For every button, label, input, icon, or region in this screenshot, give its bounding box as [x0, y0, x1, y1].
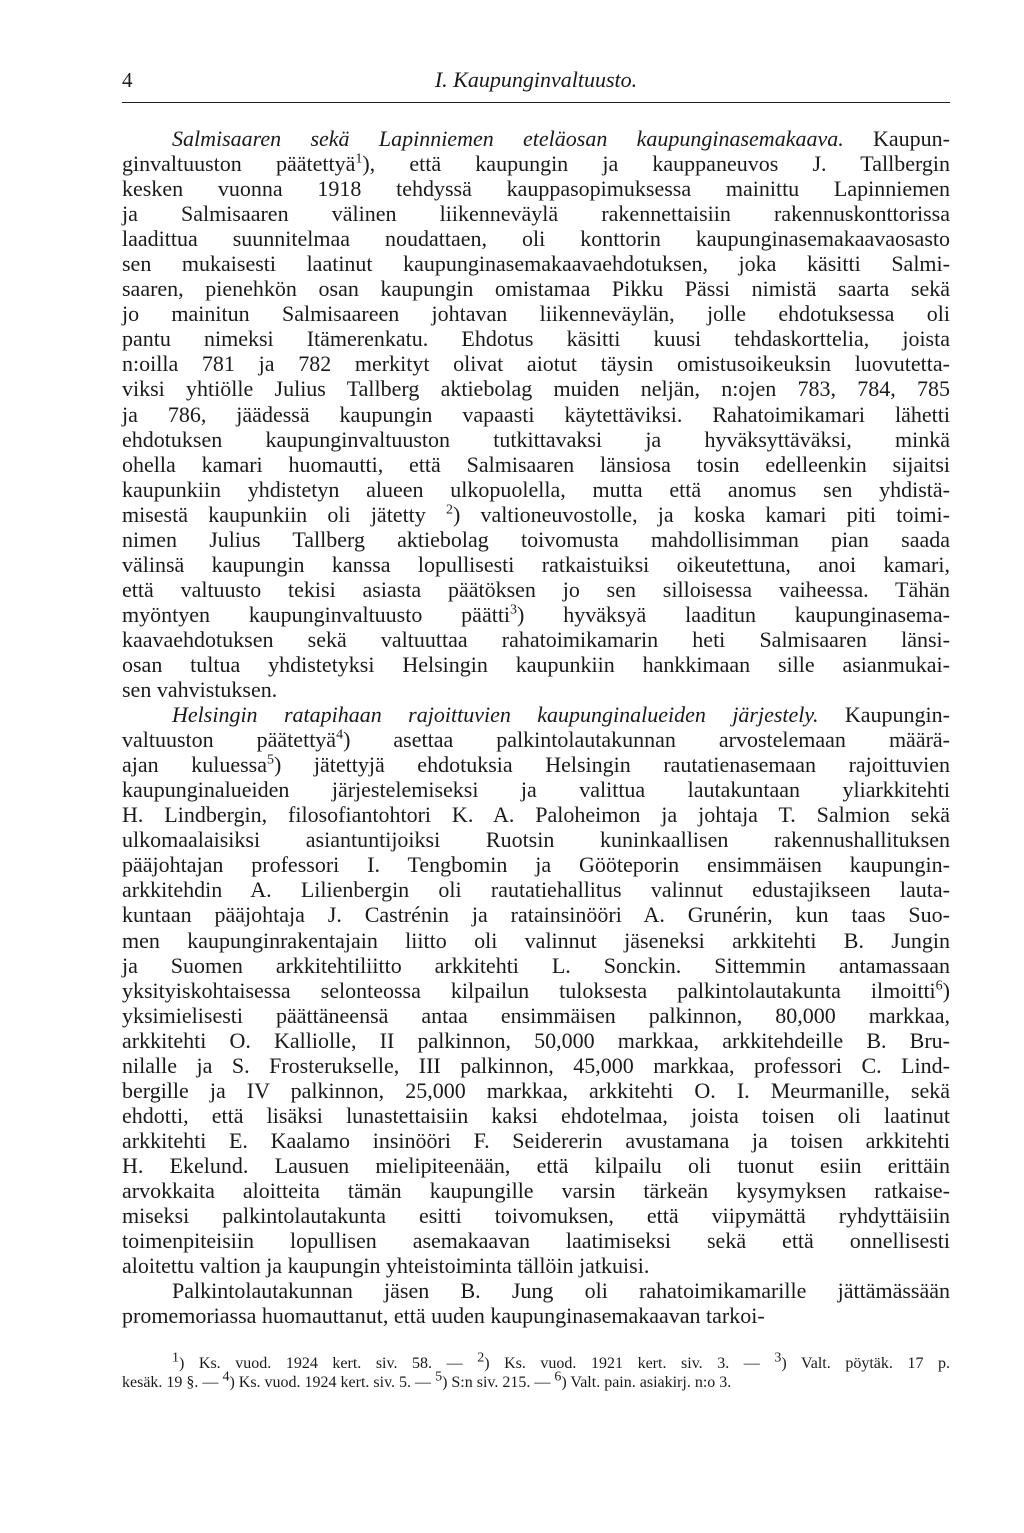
- text-line: [122, 602, 950, 627]
- text-line: [122, 251, 950, 276]
- text-run: ja Salmisaaren välinen liikenneväylä rakennettaisiin rakennuskonttorissa: [122, 201, 950, 227]
- text-run: ulkomaalaisiksi asiantuntijoiksi Ruotsin kuninkaallisen rakennushallituksen: [122, 827, 950, 853]
- text-run: saaren, pienehkön osan kaupungin omistamaa Pikku Pässi nimistä saarta sekä: [122, 276, 950, 302]
- footnote-marker: 4: [336, 727, 344, 743]
- text-run: myöntyen kaupunginvaltuusto päätti: [122, 601, 511, 627]
- text-line: [122, 552, 950, 577]
- text-run: arkkitehdin A. Lilienbergin oli rautatiehallitus valinnut edustajikseen lauta-: [122, 877, 950, 903]
- text-run: arkkitehti O. Kalliolle, II palkinnon, 50,000 markkaa, arkkitehdeille B. Bru-: [122, 1027, 950, 1053]
- text-run: ehdotti, että lisäksi lunastettaisiin kaksi ehdotelmaa, joista toisen oli laatinut: [122, 1102, 950, 1128]
- text-run: H. Lindbergin, filosofiantohtori K. A. Paloheimon ja johtaja T. Salmion sekä: [122, 802, 950, 828]
- text-run: miseksi palkintolautakunta esitti toivomuksen, että viipymättä ryhdyttäisiin: [122, 1203, 950, 1229]
- main-text: [122, 126, 950, 1328]
- text-line: [122, 1053, 950, 1078]
- text-line: [122, 877, 950, 902]
- text-line: [122, 226, 950, 251]
- section-heading-text: Salmisaaren sekä Lapinniemen eteläosan kaupunginasemakaava.: [172, 126, 844, 151]
- text-line: [122, 477, 950, 502]
- footnotes: [122, 1350, 951, 1392]
- text-line: [122, 151, 950, 176]
- footnote-marker: 6: [935, 978, 943, 994]
- text-line: [122, 652, 950, 677]
- text-line: [122, 727, 950, 752]
- text-line: [122, 1103, 950, 1128]
- footnote-marker: 1: [172, 1350, 179, 1366]
- text-run: pantu nimeksi Itämerenkatu. Ehdotus käsitti kuusi tehdaskorttelia, joista: [122, 326, 950, 352]
- text-line: [122, 752, 950, 777]
- text-run: ja Suomen arkkitehtiliitto arkkitehti L. Sonckin. Sittemmin antamassaan: [122, 952, 950, 978]
- text-line: [122, 902, 950, 927]
- text-run: arkkitehti E. Kaalamo insinööri F. Seidererin avustamana ja toisen arkkitehti: [122, 1127, 950, 1153]
- text-line: [122, 1003, 950, 1028]
- text-run: Kaupun-: [843, 126, 950, 151]
- text-run: ) Ks. vuod. 1924 kert. siv. 5. —: [229, 1374, 436, 1391]
- text-line: [122, 1228, 950, 1253]
- text-line: [122, 502, 950, 527]
- text-run: men kaupunginrakentajain liitto oli valinnut jäseneksi arkkitehti B. Jungin: [122, 927, 950, 953]
- footnote-marker: 2: [477, 1350, 485, 1366]
- text-run: H. Ekelund. Lausuen mielipiteenään, että kilpailu oli tuonut esiin erittäin: [122, 1152, 950, 1178]
- text-run: nimen Julius Tallberg aktiebolag toivomusta mahdollisimman pian saada: [122, 526, 950, 552]
- footnote-marker: 2: [446, 502, 454, 518]
- text-line: [122, 1153, 950, 1178]
- text-run: ), että kaupungin ja kauppaneuvos J. Tallbergin: [362, 151, 950, 177]
- paragraph: [122, 126, 950, 702]
- text-run: ) Valt. pöytäk. 17 p.: [781, 1355, 951, 1372]
- text-run: osan tultua yhdistetyksi Helsingin kaupunkiin hankkimaan sille asianmukai-: [122, 651, 950, 677]
- text-run: valtuuston päätettyä: [122, 727, 337, 753]
- running-header: [122, 64, 950, 103]
- text-run: kaupunkiin yhdistetyn alueen ulkopuolella, mutta että anomus sen yhdistä-: [122, 476, 950, 502]
- text-run: ajan kuluessa: [122, 752, 267, 778]
- text-run: kaupunginalueiden järjestelemiseksi ja valittua lautakuntaan yliarkkitehti: [122, 777, 950, 803]
- text-run: ginvaltuuston päätettyä: [122, 151, 356, 177]
- text-line: [122, 677, 950, 702]
- text-run: ) Ks. vuod. 1921 kert. siv. 3. —: [484, 1355, 775, 1372]
- text-line: [122, 1128, 950, 1153]
- text-run: ) hyväksyä laaditun kaupunginasema-: [517, 601, 950, 627]
- footnote-marker: 5: [266, 752, 274, 768]
- text-run: ) jätettyjä ehdotuksia Helsingin rautatienasemaan rajoittuvien: [273, 752, 951, 778]
- text-run: ja 786, jäädessä kaupungin vapaasti käytettäviksi. Rahatoimikamari lähetti: [122, 401, 950, 427]
- text-run: sen mukaisesti laatinut kaupunginasemakaavaehdotuksen, joka käsitti Salmi-: [122, 251, 950, 277]
- text-run: kuntaan pääjohtaja J. Castrénin ja ratainsinööri A. Grunérin, kun taas Suo-: [122, 902, 950, 928]
- text-run: ) valtioneuvostolle, ja koska kamari piti toimi-: [453, 501, 950, 527]
- text-line: [122, 978, 950, 1003]
- text-run: viksi yhtiölle Julius Tallberg aktiebolag muiden neljän, n:ojen 783, 784, 785: [122, 376, 950, 402]
- text-run: ) Valt. pain. asiakirj. n:o 3.: [561, 1374, 732, 1391]
- text-line: [122, 427, 950, 452]
- text-line: [122, 301, 950, 326]
- text-line: [122, 201, 950, 226]
- text-line: [122, 802, 950, 827]
- text-run: promemoriassa huomauttanut, että uuden kaupunginasemakaavan tarkoi-: [122, 1303, 765, 1329]
- text-run: yksimielisesti päättäneensä antaa ensimmäisen palkinnon, 80,000 markkaa,: [122, 1002, 950, 1028]
- text-run: ) S:n siv. 215. —: [442, 1374, 555, 1391]
- text-run: yksityiskohtaisessa selonteossa kilpailun tuloksesta palkintolautakunta ilmoitti: [122, 977, 936, 1003]
- text-run: toimenpiteisiin lopullisen asemakaavan laatimiseksi sekä että onnellisesti: [122, 1228, 950, 1254]
- text-line: [122, 326, 950, 351]
- footnote-marker: 1: [355, 151, 363, 167]
- page-number: 4: [122, 68, 133, 92]
- text-line: [122, 577, 950, 602]
- text-line: [122, 852, 950, 877]
- footnote-marker: 3: [774, 1350, 782, 1366]
- text-line: [122, 1078, 950, 1103]
- text-run: välinsä kaupungin kanssa lopullisesti ratkaistuiksi oikeutettuna, anoi kamari,: [122, 551, 950, 577]
- text-line: [122, 627, 950, 652]
- text-line: [122, 276, 950, 301]
- text-line: [122, 126, 950, 151]
- text-line: [122, 1178, 950, 1203]
- text-run: aloitettu valtion ja kaupungin yhteistoiminta tällöin jatkuisi.: [122, 1253, 650, 1279]
- text-run: kaavaehdotuksen sekä valtuuttaa rahatoimikamarin heti Salmisaaren länsi-: [122, 626, 950, 652]
- paragraph: [122, 702, 950, 1278]
- text-line: [122, 1278, 950, 1303]
- chapter-title: I. Kaupunginvaltuusto.: [434, 67, 638, 92]
- text-line: [122, 527, 950, 552]
- text-line: [122, 702, 950, 727]
- footnote-line: [122, 1369, 950, 1392]
- text-line: [122, 827, 950, 852]
- text-line: [122, 402, 950, 427]
- text-line: [122, 1303, 950, 1328]
- footnote-marker: 4: [222, 1369, 230, 1385]
- text-run: ehdotuksen kaupunginvaltuuston tutkittavaksi ja hyväksyttäväksi, minkä: [122, 426, 950, 452]
- footnote-marker: 3: [510, 602, 518, 618]
- text-line: [122, 777, 950, 802]
- text-run: Palkintolautakunnan jäsen B. Jung oli rahatoimikamarille jättämässään: [172, 1278, 950, 1304]
- text-run: ) Ks. vuod. 1924 kert. siv. 58. —: [179, 1355, 478, 1372]
- text-line: [122, 1253, 950, 1278]
- text-run: arvokkaita aloitteita tämän kaupungille varsin tärkeän kysymyksen ratkaise-: [122, 1177, 950, 1203]
- text-line: [122, 351, 950, 376]
- text-line: [122, 1028, 950, 1053]
- text-run: ): [942, 977, 950, 1003]
- text-run: misestä kaupunkiin oli jätetty: [122, 501, 447, 527]
- text-run: nilalle ja S. Frosterukselle, III palkinnon, 45,000 markkaa, professori C. Lind-: [122, 1052, 950, 1078]
- text-run: kesken vuonna 1918 tehdyssä kauppasopimuksessa mainittu Lapinniemen: [122, 176, 950, 202]
- text-run: ohella kamari huomautti, että Salmisaaren länsiosa tosin edelleenkin sijaitsi: [122, 451, 950, 477]
- footnote-marker: 5: [435, 1369, 443, 1385]
- text-line: [122, 953, 950, 978]
- text-line: [122, 376, 950, 401]
- text-run: että valtuusto tekisi asiasta päätöksen jo sen silloisessa vaiheessa. Tähän: [122, 576, 950, 602]
- text-run: ) asettaa palkintolautakunnan arvostelemaan määrä-: [343, 727, 951, 753]
- text-run: kesäk. 19 §. —: [122, 1374, 223, 1391]
- text-line: [122, 176, 950, 201]
- text-line: [122, 1203, 950, 1228]
- text-run: bergille ja IV palkinnon, 25,000 markkaa, arkkitehti O. I. Meurmanille, sekä: [122, 1077, 950, 1103]
- text-run: Kaupungin-: [818, 702, 951, 728]
- text-run: pääjohtajan professori I. Tengbomin ja Gööteporin ensimmäisen kaupungin-: [122, 852, 950, 878]
- text-line: [122, 928, 950, 953]
- text-run: jo mainitun Salmisaareen johtavan liikenneväylän, jolle ehdotuksessa oli: [122, 301, 950, 327]
- footnote-marker: 6: [554, 1369, 562, 1385]
- footnote-line: [122, 1350, 951, 1373]
- text-run: n:oilla 781 ja 782 merkityt olivat aiotut täysin omistusoikeuksin luovutetta-: [122, 351, 950, 377]
- text-run: laadittua suunnitelmaa noudattaen, oli konttorin kaupunginasemakaavaosasto: [122, 226, 950, 252]
- text-run: sen vahvistuksen.: [122, 677, 278, 703]
- paragraph: [122, 1278, 950, 1328]
- section-heading-text: Helsingin ratapihaan rajoittuvien kaupunginalueiden järjestely.: [172, 702, 819, 728]
- text-line: [122, 452, 950, 477]
